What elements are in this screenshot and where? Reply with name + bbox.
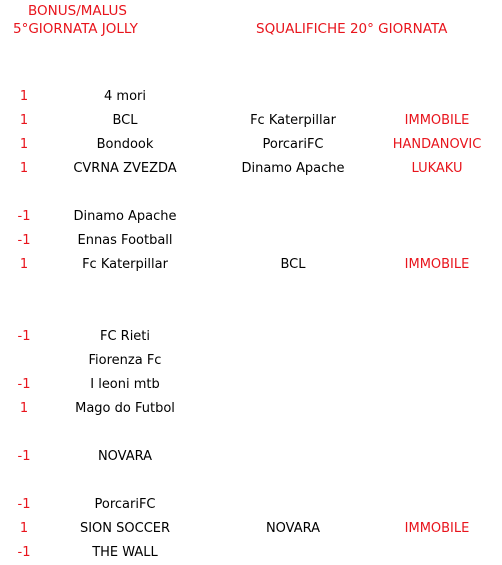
team-name: SION SOCCER [79,521,171,536]
squalified-player: IMMOBILE [404,257,470,272]
team-name: Ennas Football [77,233,173,248]
squalified-player: LUKAKU [411,161,463,176]
squalified-team: Dinamo Apache [241,161,345,176]
team-name: NOVARA [97,449,153,464]
squalified-team: NOVARA [265,521,321,536]
bonus-value: -1 [17,497,31,512]
team-name: BCL [112,113,138,128]
squalified-team: BCL [280,257,306,272]
squalified-player: IMMOBILE [404,113,470,128]
squalifiche-heading: SQUALIFICHE 20° GIORNATA [256,21,448,37]
team-name: 4 mori [104,89,146,104]
team-name: Mago do Futbol [75,401,175,416]
bonus-value: -1 [17,233,31,248]
bonus-value: -1 [17,545,31,560]
team-name: PorcariFC [94,497,156,512]
bonus-value: 1 [19,113,29,128]
bonus-value: 1 [19,89,29,104]
squalified-player: IMMOBILE [404,521,470,536]
team-name: THE WALL [92,545,158,560]
bonus-value: 1 [19,401,29,416]
team-name: Dinamo Apache [73,209,177,224]
bonus-value: 1 [19,521,29,536]
squalified-team: Fc Katerpillar [250,113,336,128]
giornata-jolly-heading: 5°GIORNATA JOLLY [13,21,138,37]
bonus-value: 1 [19,257,29,272]
team-name: CVRNA ZVEZDA [73,161,177,176]
bonus-value: -1 [17,209,31,224]
bonus-value: 1 [19,161,29,176]
team-name: FC Rieti [99,329,151,344]
bonus-value: 1 [19,137,29,152]
bonus-value: -1 [17,449,31,464]
team-name: Bondook [96,137,154,152]
team-name: Fc Katerpillar [82,257,168,272]
team-name: I leoni mtb [90,377,160,392]
squalified-player: HANDANOVIC [392,137,482,152]
bonus-malus-heading: BONUS/MALUS [28,3,127,19]
team-name: Fiorenza Fc [88,353,162,368]
bonus-value: -1 [17,329,31,344]
bonus-value: -1 [17,377,31,392]
squalified-team: PorcariFC [262,137,324,152]
